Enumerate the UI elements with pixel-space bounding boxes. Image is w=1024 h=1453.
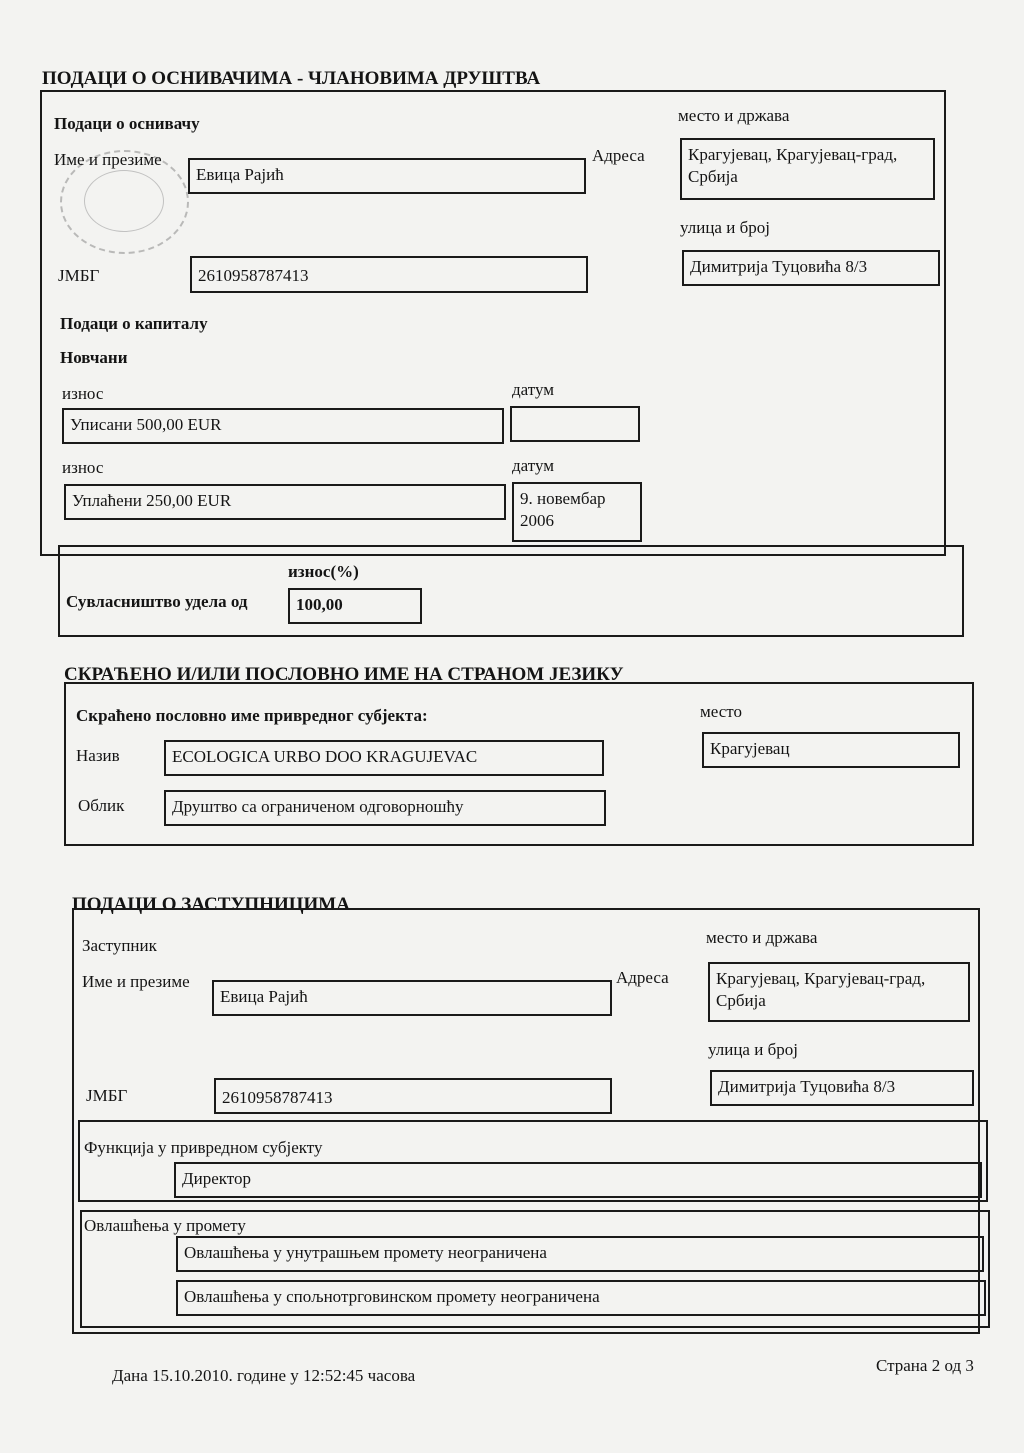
- representative-name-field: Евица Рајић: [212, 980, 612, 1016]
- representative-name-label: Име и презиме: [82, 972, 190, 991]
- subscribed-amount-field: Уписани 500,00 EUR: [62, 408, 504, 444]
- founder-section-label: Подаци о оснивачу: [54, 114, 200, 133]
- footer-date: Дана 15.10.2010. године у 12:52:45 часова: [112, 1366, 416, 1385]
- capital-label: Подаци о капиталу: [60, 314, 208, 333]
- representative-street-label: улица и број: [708, 1040, 798, 1059]
- foreign-name-section-title: СКРАЋЕНО И/ИЛИ ПОСЛОВНО ИМЕ НА СТРАНОМ ЈЕЗИКУ: [64, 664, 624, 685]
- paid-amount-field: Уплаћени 250,00 EUR: [64, 484, 506, 520]
- foreign-name-section-label: Скраћено пословно име привредног субјекта:: [76, 706, 428, 725]
- representative-place-label: место и држава: [706, 928, 818, 947]
- founder-jmbg-field: 2610958787413: [190, 256, 588, 293]
- representative-address-label: Адреса: [616, 968, 669, 987]
- founder-address-label: Адреса: [592, 146, 645, 165]
- foreign-name-field: ECOLOGICA URBO DOO KRAGUJEVAC: [164, 740, 604, 776]
- representative-section-label: Заступник: [82, 936, 157, 955]
- share-frame: [58, 545, 964, 637]
- foreign-form-field: Друштво са ограниченом одговорношћу: [164, 790, 606, 826]
- authority-label: Овлашћења у промету: [84, 1216, 246, 1235]
- foreign-form-label: Облик: [78, 796, 125, 815]
- representative-jmbg-label: ЈМБГ: [86, 1086, 128, 1105]
- foreign-place-label: место: [700, 702, 742, 721]
- founder-place-field: Крагујевац, Крагујевац-град, Србија: [680, 138, 935, 200]
- founder-name-label: Име и презиме: [54, 150, 162, 169]
- amount-label-2: износ: [62, 458, 104, 477]
- founder-name-field: Евица Рајић: [188, 158, 586, 194]
- authority-domestic-field: Овлашћења у унутрашњем промету неограничена: [176, 1236, 984, 1272]
- representative-jmbg-field: 2610958787413: [214, 1078, 612, 1114]
- authority-foreign-trade-field: Овлашћења у спољнотрговинском промету неограничена: [176, 1280, 986, 1316]
- share-value-field: 100,00: [288, 588, 422, 624]
- amount-label-1: износ: [62, 384, 104, 403]
- date-label-1: датум: [512, 380, 554, 399]
- share-amount-label: износ(%): [288, 562, 359, 581]
- page-number: Страна 2 од 3: [876, 1356, 974, 1375]
- founder-place-label: место и држава: [678, 106, 790, 125]
- function-label: Функција у привредном субјекту: [84, 1138, 323, 1157]
- cash-label: Новчани: [60, 348, 128, 367]
- share-label: Сувласништво удела од: [66, 592, 248, 611]
- date-label-2: датум: [512, 456, 554, 475]
- founder-jmbg-label: ЈМБГ: [58, 266, 100, 285]
- foreign-name-label: Назив: [76, 746, 120, 765]
- paid-date-field: 9. новембар 2006: [512, 482, 642, 542]
- founders-section-title: ПОДАЦИ О ОСНИВАЧИМА - ЧЛАНОВИМА ДРУШТВА: [42, 68, 541, 89]
- function-field: Директор: [174, 1162, 982, 1198]
- representative-place-field: Крагујевац, Крагујевац-град, Србија: [708, 962, 970, 1022]
- representatives-section-title: ПОДАЦИ О ЗАСТУПНИЦИМА: [72, 894, 350, 915]
- foreign-place-field: Крагујевац: [702, 732, 960, 768]
- founder-street-label: улица и број: [680, 218, 770, 237]
- founder-street-field: Димитрија Туцовића 8/3: [682, 250, 940, 286]
- representative-street-field: Димитрија Туцовића 8/3: [710, 1070, 974, 1106]
- subscribed-date-field: [510, 406, 640, 442]
